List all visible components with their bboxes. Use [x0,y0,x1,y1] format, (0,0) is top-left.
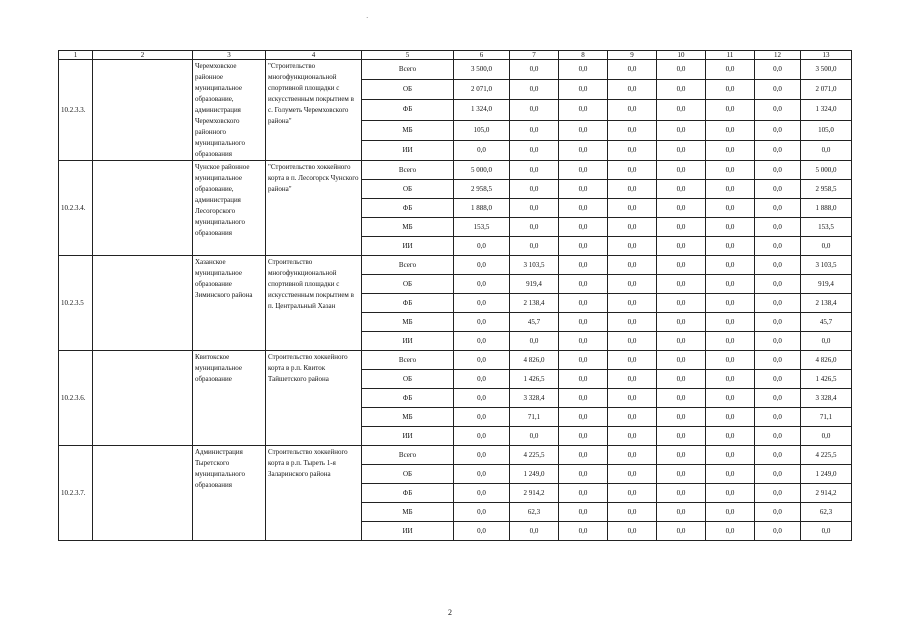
amount-cell: 0,0 [706,237,755,256]
amount-cell: 0,0 [657,256,706,275]
amount-cell: 2 071,0 [454,80,510,100]
amount-cell: 0,0 [454,275,510,294]
column-number: 11 [706,51,755,60]
event-cell: Строительство хоккейного корта в р.п. Квиток Тайшетского района [266,351,362,446]
amount-cell: 0,0 [755,408,801,427]
executor-cell: Чунское районное муниципальное образование, администрация Лесогорского муниципального образования [193,161,266,256]
amount-cell: 0,0 [657,140,706,160]
amount-cell: 0,0 [755,237,801,256]
amount-cell: 0,0 [657,389,706,408]
amount-cell: 1 888,0 [801,199,852,218]
amount-cell: 0,0 [706,313,755,332]
amount-cell: 2 914,2 [801,484,852,503]
amount-cell: 71,1 [801,408,852,427]
amount-cell: 0,0 [454,446,510,465]
column-number: 3 [193,51,266,60]
amount-cell: 0,0 [706,370,755,389]
event-cell: Строительство многофункциональной спортивной площадки с искусственным покрытием в п. Центральный Хазан [266,256,362,351]
funding-source-cell: ФБ [362,484,454,503]
amount-cell: 0,0 [657,522,706,541]
amount-cell: 0,0 [559,313,608,332]
amount-cell: 0,0 [608,332,657,351]
amount-cell: 0,0 [608,522,657,541]
amount-cell: 0,0 [706,80,755,100]
amount-cell: 0,0 [755,313,801,332]
amount-cell: 0,0 [706,351,755,370]
amount-cell: 0,0 [657,161,706,180]
funding-source-cell: ОБ [362,180,454,199]
executor-cell: Администрация Тыретского муниципального образования [193,446,266,541]
funding-source-cell: ИИ [362,140,454,160]
amount-cell: 1 324,0 [454,100,510,120]
amount-cell: 0,0 [559,218,608,237]
funding-source-cell: ИИ [362,237,454,256]
amount-cell: 0,0 [755,80,801,100]
amount-cell: 0,0 [608,389,657,408]
amount-cell: 0,0 [559,484,608,503]
amount-cell: 0,0 [510,100,559,120]
amount-cell: 3 500,0 [454,60,510,80]
amount-cell: 0,0 [706,120,755,140]
amount-cell: 0,0 [559,408,608,427]
amount-cell: 0,0 [608,446,657,465]
amount-cell: 0,0 [657,370,706,389]
amount-cell: 0,0 [559,80,608,100]
amount-cell: 0,0 [657,120,706,140]
column-number: 5 [362,51,454,60]
amount-cell: 0,0 [706,446,755,465]
amount-cell: 0,0 [559,275,608,294]
amount-cell: 0,0 [510,522,559,541]
column-number: 8 [559,51,608,60]
amount-cell: 0,0 [510,218,559,237]
funding-source-cell: Всего [362,351,454,370]
amount-cell: 0,0 [755,199,801,218]
amount-cell: 0,0 [510,180,559,199]
amount-cell: 0,0 [559,370,608,389]
amount-cell: 0,0 [755,218,801,237]
amount-cell: 3 103,5 [801,256,852,275]
amount-cell: 0,0 [657,218,706,237]
amount-cell: 0,0 [608,503,657,522]
funding-source-cell: ИИ [362,427,454,446]
amount-cell: 0,0 [510,161,559,180]
amount-cell: 0,0 [755,161,801,180]
funding-source-cell: МБ [362,503,454,522]
amount-cell: 1 888,0 [454,199,510,218]
funding-source-cell: ОБ [362,370,454,389]
event-cell: "Строительство хоккейного корта в п. Лесогорск Чунского района" [266,161,362,256]
amount-cell: 0,0 [706,465,755,484]
amount-cell: 0,0 [706,218,755,237]
amount-cell: 0,0 [608,275,657,294]
amount-cell: 4 225,5 [801,446,852,465]
amount-cell: 0,0 [559,199,608,218]
amount-cell: 0,0 [706,180,755,199]
amount-cell: 0,0 [755,100,801,120]
amount-cell: 0,0 [510,332,559,351]
amount-cell: 0,0 [755,427,801,446]
amount-cell: 0,0 [801,332,852,351]
executor-cell: Хазанское муниципальное образование Зиминского района [193,256,266,351]
amount-cell: 3 328,4 [801,389,852,408]
amount-cell: 0,0 [559,161,608,180]
event-cell: "Строительство многофункциональной спортивной площадки с искусственным покрытием в с. Голуметь Черемховского района" [266,60,362,161]
funding-source-cell: ФБ [362,294,454,313]
row-code: 10.2.3.6. [59,351,93,446]
column-number: 12 [755,51,801,60]
amount-cell: 2 071,0 [801,80,852,100]
amount-cell: 4 826,0 [510,351,559,370]
amount-cell: 0,0 [608,120,657,140]
amount-cell: 1 426,5 [801,370,852,389]
amount-cell: 0,0 [657,484,706,503]
funding-source-cell: Всего [362,446,454,465]
amount-cell: 1 249,0 [801,465,852,484]
column-number: 6 [454,51,510,60]
amount-cell: 3 328,4 [510,389,559,408]
amount-cell: 0,0 [706,389,755,408]
amount-cell: 0,0 [608,218,657,237]
empty-cell [93,60,193,161]
amount-cell: 0,0 [706,275,755,294]
amount-cell: 5 000,0 [801,161,852,180]
table-row [59,351,852,370]
amount-cell: 0,0 [559,446,608,465]
amount-cell: 0,0 [706,503,755,522]
amount-cell: 3 500,0 [801,60,852,80]
amount-cell: 0,0 [657,237,706,256]
amount-cell: 45,7 [510,313,559,332]
amount-cell: 0,0 [608,161,657,180]
amount-cell: 0,0 [454,294,510,313]
amount-cell: 0,0 [510,60,559,80]
amount-cell: 0,0 [454,427,510,446]
table-row [59,161,852,180]
amount-cell: 0,0 [454,256,510,275]
funding-source-cell: ОБ [362,80,454,100]
amount-cell: 0,0 [706,408,755,427]
amount-cell: 62,3 [510,503,559,522]
amount-cell: 2 138,4 [801,294,852,313]
amount-cell: 0,0 [454,313,510,332]
amount-cell: 0,0 [706,484,755,503]
amount-cell: 153,5 [801,218,852,237]
amount-cell: 0,0 [608,199,657,218]
amount-cell: 0,0 [559,351,608,370]
amount-cell: 0,0 [559,465,608,484]
amount-cell: 0,0 [608,351,657,370]
column-number: 1 [59,51,93,60]
funding-source-cell: ИИ [362,522,454,541]
amount-cell: 0,0 [608,408,657,427]
amount-cell: 0,0 [608,427,657,446]
amount-cell: 0,0 [657,80,706,100]
amount-cell: 0,0 [801,427,852,446]
amount-cell: 0,0 [706,522,755,541]
amount-cell: 0,0 [657,446,706,465]
funding-source-cell: ОБ [362,465,454,484]
amount-cell: 62,3 [801,503,852,522]
funding-source-cell: МБ [362,120,454,140]
amount-cell: 0,0 [559,256,608,275]
amount-cell: 0,0 [755,465,801,484]
amount-cell: 0,0 [559,389,608,408]
amount-cell: 0,0 [559,140,608,160]
amount-cell: 0,0 [657,199,706,218]
amount-cell: 0,0 [657,100,706,120]
empty-cell [93,161,193,256]
amount-cell: 0,0 [454,522,510,541]
amount-cell: 0,0 [608,484,657,503]
amount-cell: 153,5 [454,218,510,237]
table-row [59,256,852,275]
amount-cell: 0,0 [657,275,706,294]
column-number: 7 [510,51,559,60]
amount-cell: 0,0 [510,80,559,100]
amount-cell: 0,0 [454,351,510,370]
amount-cell: 2 914,2 [510,484,559,503]
column-number: 10 [657,51,706,60]
amount-cell: 2 958,5 [801,180,852,199]
funding-source-cell: Всего [362,256,454,275]
event-cell: Строительство хоккейного корта в р.п. Тыреть 1-я Заларинского района [266,446,362,541]
amount-cell: 0,0 [454,408,510,427]
amount-cell: 1 324,0 [801,100,852,120]
amount-cell: 0,0 [657,180,706,199]
amount-cell: 0,0 [706,199,755,218]
amount-cell: 0,0 [801,237,852,256]
amount-cell: 0,0 [706,294,755,313]
amount-cell: 0,0 [608,100,657,120]
amount-cell: 0,0 [706,256,755,275]
funding-source-cell: ИИ [362,332,454,351]
amount-cell: 0,0 [510,427,559,446]
amount-cell: 0,0 [454,370,510,389]
amount-cell: 0,0 [559,522,608,541]
amount-cell: 1 426,5 [510,370,559,389]
amount-cell: 0,0 [559,427,608,446]
amount-cell: 0,0 [559,503,608,522]
amount-cell: 0,0 [559,100,608,120]
amount-cell: 0,0 [755,140,801,160]
page-number: 2 [448,608,452,617]
column-number: 9 [608,51,657,60]
amount-cell: 0,0 [454,332,510,351]
amount-cell: 0,0 [454,237,510,256]
amount-cell: 0,0 [608,60,657,80]
amount-cell: 0,0 [608,256,657,275]
executor-cell: Черемховское районное муниципальное образование, администрация Черемховского районного муниципального образования [193,60,266,161]
amount-cell: 0,0 [706,332,755,351]
amount-cell: 0,0 [755,332,801,351]
funding-source-cell: ОБ [362,275,454,294]
amount-cell: 2 138,4 [510,294,559,313]
amount-cell: 0,0 [454,465,510,484]
amount-cell: 0,0 [454,140,510,160]
row-code: 10.2.3.5 [59,256,93,351]
amount-cell: 3 103,5 [510,256,559,275]
amount-cell: 0,0 [454,389,510,408]
amount-cell: 0,0 [657,503,706,522]
amount-cell: 0,0 [608,80,657,100]
amount-cell: 0,0 [755,484,801,503]
amount-cell: 0,0 [706,140,755,160]
column-number: 2 [93,51,193,60]
funding-source-cell: МБ [362,313,454,332]
amount-cell: 0,0 [454,503,510,522]
amount-cell: 0,0 [657,351,706,370]
amount-cell: 0,0 [559,120,608,140]
amount-cell: 0,0 [755,446,801,465]
amount-cell: 0,0 [706,100,755,120]
funding-source-cell: ФБ [362,100,454,120]
funding-source-cell: МБ [362,218,454,237]
amount-cell: 105,0 [454,120,510,140]
amount-cell: 0,0 [559,294,608,313]
amount-cell: 0,0 [510,199,559,218]
amount-cell: 105,0 [801,120,852,140]
amount-cell: 0,0 [510,140,559,160]
amount-cell: 0,0 [559,332,608,351]
amount-cell: 0,0 [755,256,801,275]
amount-cell: 0,0 [657,465,706,484]
amount-cell: 0,0 [706,427,755,446]
amount-cell: 0,0 [755,370,801,389]
table-row [59,60,852,80]
amount-cell: 0,0 [608,237,657,256]
amount-cell: 4 225,5 [510,446,559,465]
amount-cell: 0,0 [755,294,801,313]
amount-cell: 0,0 [657,332,706,351]
amount-cell: 0,0 [608,370,657,389]
amount-cell: 0,0 [706,60,755,80]
amount-cell: 0,0 [608,180,657,199]
amount-cell: 0,0 [657,313,706,332]
amount-cell: 5 000,0 [454,161,510,180]
funding-source-cell: Всего [362,60,454,80]
amount-cell: 4 826,0 [801,351,852,370]
funding-source-cell: ФБ [362,199,454,218]
amount-cell: 0,0 [510,237,559,256]
empty-cell [93,351,193,446]
column-number: 13 [801,51,852,60]
amount-cell: 0,0 [559,60,608,80]
empty-cell [93,446,193,541]
amount-cell: 0,0 [559,180,608,199]
row-code: 10.2.3.7. [59,446,93,541]
column-number: 4 [266,51,362,60]
amount-cell: 0,0 [657,294,706,313]
amount-cell: 0,0 [608,140,657,160]
amount-cell: 919,4 [510,275,559,294]
amount-cell: 1 249,0 [510,465,559,484]
amount-cell: 919,4 [801,275,852,294]
amount-cell: 0,0 [608,313,657,332]
amount-cell: 71,1 [510,408,559,427]
executor-cell: Квитокское муниципальное образование [193,351,266,446]
amount-cell: 0,0 [755,389,801,408]
funding-source-cell: ФБ [362,389,454,408]
funding-source-cell: Всего [362,161,454,180]
amount-cell: 0,0 [755,503,801,522]
empty-cell [93,256,193,351]
amount-cell: 2 958,5 [454,180,510,199]
amount-cell: 0,0 [706,161,755,180]
amount-cell: 0,0 [608,465,657,484]
amount-cell: 0,0 [608,294,657,313]
table-row [59,446,852,465]
amount-cell: 0,0 [755,351,801,370]
row-code: 10.2.3.4. [59,161,93,256]
amount-cell: 45,7 [801,313,852,332]
amount-cell: 0,0 [559,237,608,256]
row-code: 10.2.3.3. [59,60,93,161]
amount-cell: 0,0 [755,180,801,199]
funding-source-cell: МБ [362,408,454,427]
amount-cell: 0,0 [657,427,706,446]
amount-cell: 0,0 [755,60,801,80]
scan-mark: · [366,14,369,22]
amount-cell: 0,0 [755,275,801,294]
column-number-row [59,51,852,60]
amount-cell: 0,0 [657,408,706,427]
amount-cell: 0,0 [801,522,852,541]
amount-cell: 0,0 [657,60,706,80]
amount-cell: 0,0 [454,484,510,503]
amount-cell: 0,0 [801,140,852,160]
amount-cell: 0,0 [755,522,801,541]
amount-cell: 0,0 [755,120,801,140]
amount-cell: 0,0 [510,120,559,140]
budget-table [58,50,852,541]
